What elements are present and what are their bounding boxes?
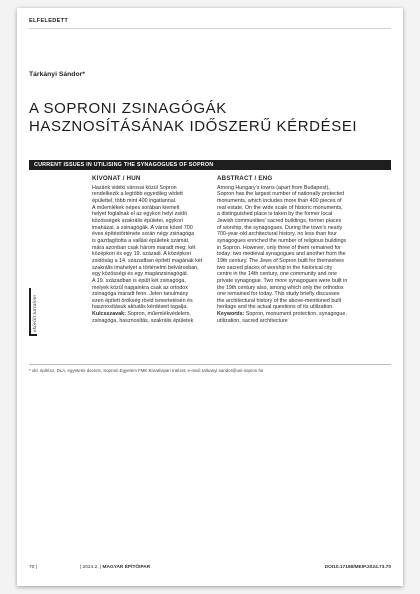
abstract-line: the architectural history of the above-mentioned built: [217, 297, 342, 304]
abstract-line: egy közösségi és egy magánzsinagógát.: [92, 271, 189, 278]
abstract-line: heritage and the actual questions of its utilization.: [217, 304, 334, 311]
abstract-line: hasznosításuk aktuális kérdéseit tagalja.: [92, 304, 188, 311]
abstract-line: Sopron has the largest number of nationally protected: [217, 191, 345, 198]
abstract-line: A 19. században is épült két zsinagóga,: [92, 277, 186, 284]
keywords-text: Sopron, monument protection, synagogue,: [244, 311, 347, 318]
abstract-line: synagogues enriched the number of religious buildings: [217, 237, 347, 244]
abstract-eng-body: [217, 185, 393, 311]
title-line-1: A SOPRONI ZSINAGÓGÁK: [29, 100, 227, 117]
abstract-line: szakrális imahelyet a történelmi belvárosban,: [92, 264, 199, 271]
abstract-line: 700-year-old architectural history, no less than four: [217, 231, 337, 238]
abstract-line: two sacred places of worship in the historical city: [217, 264, 333, 271]
abstract-line: középkori és egy 19. századi. A középkori: [92, 251, 191, 258]
abstract-line: melyek közül napjainkra csak az ortodox: [92, 284, 188, 291]
journal-page: [17, 8, 403, 586]
abstract-eng-keywords: [217, 311, 393, 318]
abstract-line: Hazánk vidéki városai közül Sopron: [92, 184, 177, 191]
abstract-line: today: two medieval synagogues and another from the: [217, 251, 346, 258]
abstract-line: mára azonban csak három maradt meg: két: [92, 244, 196, 251]
section-label: ELFELEDETT: [29, 18, 69, 24]
abstract-line: rendelkezik a legtöbb egyedileg védett: [92, 191, 183, 198]
abstract-line: épülettel, több mint 400 ingatlannal.: [92, 197, 177, 204]
english-title: CURRENT ISSUES IN UTILISING THE SYNAGOGUES OF SOPRON: [34, 161, 214, 168]
side-label-text: ekövült tartalom: [32, 295, 38, 332]
abstract-eng-heading: ABSTRACT / ENG: [217, 175, 273, 182]
abstract-line: private synagogue. Two more synagogues were built in: [217, 277, 348, 284]
page-number: 70 |: [29, 565, 37, 570]
abstract-line: Jewish communities’ sacred buildings, former places: [217, 217, 342, 224]
abstract-english: [217, 176, 393, 324]
journal-name: MAGYAR ÉPÍTŐIPAR: [102, 565, 151, 570]
side-label-foot: [29, 334, 37, 336]
abstract-line: is gazdagította a vallási épületek számát,: [92, 237, 190, 244]
issue-number: | 2024.2. |: [80, 565, 102, 570]
issue-info: [80, 565, 150, 570]
abstract-hun-keywords-2: zsinagóga, hasznosítás, szakrális épületek: [92, 317, 194, 324]
english-title-bar: [29, 160, 391, 170]
abstract-line: A műemlékek népes sorában kiemelt: [92, 204, 180, 211]
abstract-line: Among Hungary’s towns (apart from Budapest),: [217, 184, 330, 191]
abstract-line: ezen épített örökség rövid ismertetésén és: [92, 297, 193, 304]
abstract-line: 19th century. The Jews of Sopron built for themselves: [217, 257, 344, 264]
side-label: [24, 288, 42, 336]
abstract-line: monuments, which includes more than 400 pieces of: [217, 197, 342, 204]
abstract-line: in Sopron. However, only three of them remained for: [217, 244, 341, 251]
keywords-label: Kulcsszavak:: [92, 311, 126, 318]
abstract-line: one remained for today. This study briefly discusses: [217, 291, 340, 298]
abstract-line: imaházai, a zsinagógák. A város közel 700: [92, 224, 193, 231]
author-name: Tárkányi Sándor*: [29, 71, 85, 78]
abstract-hungarian: [92, 176, 208, 324]
abstract-line: közösségek szakrális épületei, egykori: [92, 217, 183, 224]
abstract-line: the 19th century also, among which only the orthodox: [217, 284, 344, 291]
abstract-line: zsidóság a 14. században épített magának két: [92, 257, 203, 264]
title-line-2: HASZNOSÍTÁSÁNAK IDŐSZERŰ KÉRDÉSEI: [29, 117, 358, 135]
side-label-bar: [29, 288, 31, 336]
footnote-divider: [29, 364, 391, 365]
keywords-label: Keywords:: [217, 311, 245, 318]
abstract-line: éves építéstörténete során négy zsinagóga: [92, 231, 195, 238]
keywords-text: Sopron, műemlékvédelem,: [125, 311, 191, 318]
article-title: [29, 100, 399, 135]
abstract-hun-keywords: [92, 311, 208, 318]
doi: DOI10.17168/MEIP.2024.73.70: [324, 565, 391, 570]
abstract-hun-heading: KIVONAT / HUN: [92, 175, 141, 182]
abstract-line: real estate. On the wide scale of historic monuments,: [217, 204, 343, 211]
abstract-hun-body: [92, 185, 208, 311]
abstract-line: zsinagóga maradt fenn. Jelen tanulmány: [92, 291, 189, 298]
author-footnote: * okl. építész, DLA, egyetemi docens, Soproni Egyetem FMK Kreatívipari Intézet, e-mail: tarkanyi.sandor@uni-sopron.hu: [29, 368, 264, 373]
abstract-line: of worship, the synagogues. During the town’s nearly: [217, 224, 343, 231]
abstract-line: centre in the 14th century, one community and one: [217, 271, 337, 278]
abstract-line: a distinguished place is taken by the former local: [217, 211, 333, 218]
abstract-eng-keywords-2: utilization, sacred architecture: [217, 317, 288, 324]
top-divider: [29, 28, 391, 29]
abstract-line: helyet foglalnak el az egykori helyi zsidó: [92, 211, 188, 218]
